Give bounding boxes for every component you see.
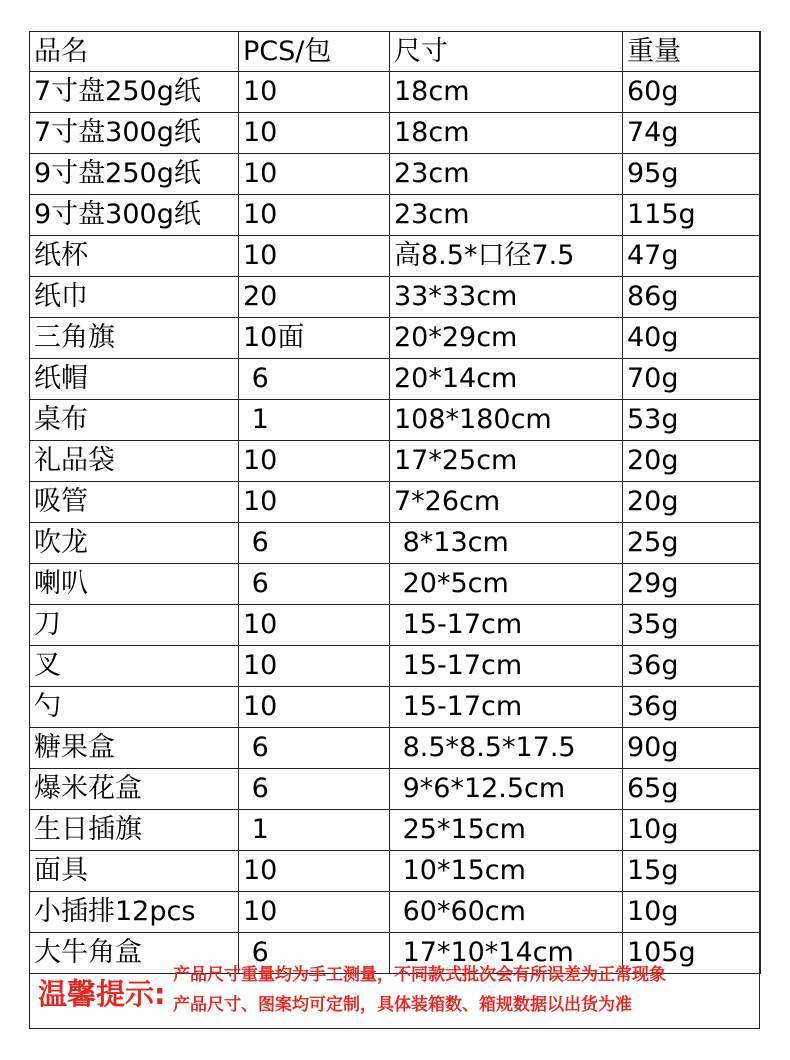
cell-name: 纸杯 [30, 236, 239, 277]
cell-name: 勺 [30, 687, 239, 728]
cell-name: 喇叭 [30, 564, 239, 605]
cell-size: 8*13cm [390, 523, 623, 564]
spec-table-body [30, 72, 761, 974]
cell-pcs: 6 [239, 769, 390, 810]
cell-size: 17*10*14cm [390, 933, 623, 974]
cell-weight: 35g [623, 605, 761, 646]
cell-pcs: 6 [239, 728, 390, 769]
cell-pcs: 10 [239, 687, 390, 728]
cell-weight: 60g [623, 72, 761, 113]
cell-size: 20*5cm [390, 564, 623, 605]
cell-name: 大牛角盒 [30, 933, 239, 974]
cell-pcs: 10面 [239, 318, 390, 359]
table-row [30, 195, 761, 236]
table-row [30, 605, 761, 646]
cell-name: 7寸盘300g纸 [30, 113, 239, 154]
table-row [30, 72, 761, 113]
cell-size: 7*26cm [390, 482, 623, 523]
table-row [30, 646, 761, 687]
cell-size: 9*6*12.5cm [390, 769, 623, 810]
cell-pcs: 20 [239, 277, 390, 318]
cell-name: 糖果盒 [30, 728, 239, 769]
header-size: 尺寸 [390, 32, 623, 72]
cell-weight: 36g [623, 646, 761, 687]
spec-table [29, 31, 761, 974]
cell-pcs: 10 [239, 441, 390, 482]
cell-weight: 47g [623, 236, 761, 277]
table-row [30, 523, 761, 564]
cell-name: 小插排12pcs [30, 892, 239, 933]
table-row [30, 113, 761, 154]
cell-weight: 15g [623, 851, 761, 892]
cell-size: 18cm [390, 72, 623, 113]
cell-name: 吹龙 [30, 523, 239, 564]
table-row [30, 400, 761, 441]
table-row [30, 769, 761, 810]
cell-weight: 29g [623, 564, 761, 605]
cell-weight: 36g [623, 687, 761, 728]
cell-pcs: 10 [239, 851, 390, 892]
cell-name: 叉 [30, 646, 239, 687]
cell-weight: 90g [623, 728, 761, 769]
cell-pcs: 10 [239, 154, 390, 195]
cell-weight: 74g [623, 113, 761, 154]
header-name: 品名 [30, 32, 239, 72]
notice-box [30, 950, 759, 1028]
cell-weight: 86g [623, 277, 761, 318]
cell-weight: 105g [623, 933, 761, 974]
notice-line-1: 产品尺寸重量均为手工测量，不同款式批次会有所误差为正常现象 [173, 965, 666, 985]
table-row [30, 892, 761, 933]
cell-size: 15-17cm [390, 646, 623, 687]
cell-pcs: 6 [239, 523, 390, 564]
table-row [30, 236, 761, 277]
cell-name: 面具 [30, 851, 239, 892]
cell-name: 桌布 [30, 400, 239, 441]
cell-weight: 65g [623, 769, 761, 810]
cell-size: 高8.5*口径7.5 [390, 236, 623, 277]
table-row [30, 482, 761, 523]
table-header-row [30, 32, 761, 72]
cell-size: 33*33cm [390, 277, 623, 318]
table-row [30, 810, 761, 851]
cell-weight: 53g [623, 400, 761, 441]
header-weight: 重量 [623, 32, 761, 72]
cell-size: 25*15cm [390, 810, 623, 851]
cell-pcs: 10 [239, 72, 390, 113]
cell-name: 纸巾 [30, 277, 239, 318]
cell-pcs: 1 [239, 400, 390, 441]
cell-pcs: 6 [239, 933, 390, 974]
cell-pcs: 10 [239, 195, 390, 236]
cell-name: 礼品袋 [30, 441, 239, 482]
table-row [30, 687, 761, 728]
cell-name: 三角旗 [30, 318, 239, 359]
cell-size: 10*15cm [390, 851, 623, 892]
cell-name: 吸管 [30, 482, 239, 523]
cell-size: 8.5*8.5*17.5 [390, 728, 623, 769]
cell-size: 23cm [390, 154, 623, 195]
table-row [30, 728, 761, 769]
cell-size: 15-17cm [390, 605, 623, 646]
cell-pcs: 10 [239, 482, 390, 523]
cell-size: 20*14cm [390, 359, 623, 400]
cell-size: 60*60cm [390, 892, 623, 933]
cell-pcs: 10 [239, 236, 390, 277]
cell-size: 15-17cm [390, 687, 623, 728]
table-row [30, 851, 761, 892]
table-row [30, 564, 761, 605]
notice-line-2: 产品尺寸、图案均可定制，具体装箱数、箱规数据以出货为准 [173, 995, 632, 1015]
cell-size: 17*25cm [390, 441, 623, 482]
cell-name: 爆米花盒 [30, 769, 239, 810]
cell-name: 生日插旗 [30, 810, 239, 851]
table-row [30, 318, 761, 359]
cell-weight: 10g [623, 892, 761, 933]
cell-name: 纸帽 [30, 359, 239, 400]
header-pcs: PCS/包 [239, 32, 390, 72]
cell-pcs: 1 [239, 810, 390, 851]
cell-size: 20*29cm [390, 318, 623, 359]
cell-name: 7寸盘250g纸 [30, 72, 239, 113]
cell-name: 9寸盘250g纸 [30, 154, 239, 195]
cell-size: 108*180cm [390, 400, 623, 441]
cell-weight: 95g [623, 154, 761, 195]
cell-weight: 25g [623, 523, 761, 564]
table-row [30, 277, 761, 318]
cell-weight: 20g [623, 482, 761, 523]
product-spec-sheet [29, 31, 760, 1029]
cell-name: 9寸盘300g纸 [30, 195, 239, 236]
cell-weight: 20g [623, 441, 761, 482]
cell-weight: 70g [623, 359, 761, 400]
cell-weight: 40g [623, 318, 761, 359]
cell-pcs: 10 [239, 113, 390, 154]
cell-name: 刀 [30, 605, 239, 646]
table-row [30, 359, 761, 400]
cell-pcs: 10 [239, 605, 390, 646]
cell-pcs: 6 [239, 564, 390, 605]
cell-weight: 115g [623, 195, 761, 236]
cell-pcs: 10 [239, 892, 390, 933]
cell-size: 18cm [390, 113, 623, 154]
cell-weight: 10g [623, 810, 761, 851]
cell-pcs: 10 [239, 646, 390, 687]
notice-title: 温馨提示: [38, 977, 166, 1011]
table-row [30, 154, 761, 195]
cell-pcs: 6 [239, 359, 390, 400]
cell-size: 23cm [390, 195, 623, 236]
table-row [30, 441, 761, 482]
